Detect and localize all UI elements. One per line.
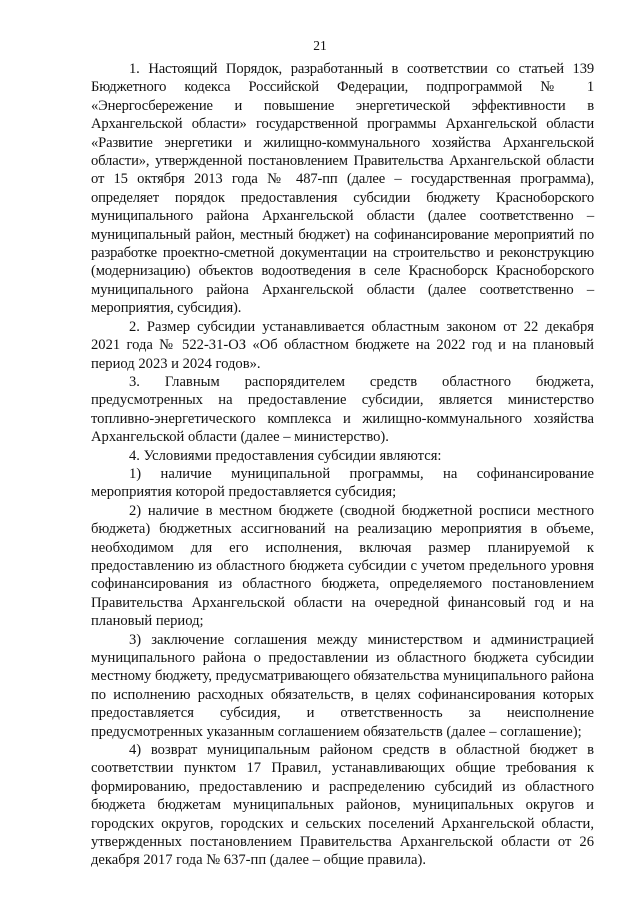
page-number: 21: [313, 38, 327, 53]
paragraph-condition-4: 4) возврат муниципальным районом средств в областной бюджет в соответствии пунктом 17 Правил, устанавливающих общие требования к формированию, предоставлению и распределению субсидий из областного бюджета бюджетам муниципальных районов, муниципальных округов и городских округов, городских и сельских поселений Архангельской области, утвержденных постановлением Правительства Архангельской области от 26 декабря 2017 года № 637-пп (далее – общие правила).: [91, 742, 594, 869]
paragraph-condition-3: 3) заключение соглашения между министерством и администрацией муниципального района о предоставлении из областного бюджета субсидии местному бюджету, предусматривающего обязательства муниципального района по исполнению расходных обязательств, в целях софинансирования которых предоставляется субсидия, и ответственность за неисполнение предусмотренных указанным соглашением обязательств (далее – соглашение);: [91, 631, 594, 740]
paragraph-procedure-scope: 1. Настоящий Порядок, разработанный в соответствии со статьей 139 Бюджетного кодекса Российской Федерации, подпрограммой № 1 «Энергосбережение и повышение энергетической эффективности в Архангельской области» государственной программы Архангельской области «Развитие энергетики и жилищно-коммунального хозяйства Архангельской области», утвержденной постановлением Правительства Архангельской области от 15 октября 2013 года № 487-пп (далее – государственная программа), определяет порядок предоставления субсидии бюджету Красноборского муниципального района Архангельской области (далее соответственно – муниципальный район, местный бюджет) на софинансирование мероприятий по разработке проектно-сметной документации на строительство и реконструкцию (модернизацию) объектов водоотведения в селе Красноборск Красноборского муниципального района Архангельской области (далее соответственно – мероприятия, субсидия).: [91, 61, 594, 317]
paragraph-subsidy-amount: 2. Размер субсидии устанавливается областным законом от 22 декабря 2021 года № 522-31-ОЗ «Об областном бюджете на 2022 год и на плановый период 2023 и 2024 годов».: [91, 318, 594, 372]
paragraph-condition-1: 1) наличие муниципальной программы, на софинансирование мероприятия которой предоставляется субсидия;: [91, 465, 594, 501]
document-body: [91, 60, 594, 870]
paragraph-conditions-heading: 4. Условиями предоставления субсидии являются:: [129, 447, 442, 464]
paragraph-condition-2: 2) наличие в местном бюджете (сводной бюджетной росписи местного бюджета) бюджетных ассигнований на реализацию мероприятия в объеме, необходимом для его исполнения, включая размер планируемой к предоставлению из областного бюджета субсидии с учетом предельного уровня софинансирования из областного бюджета, определяемого постановлением Правительства Архангельской области на очередной финансовый год и на плановый период;: [91, 502, 594, 630]
paragraph-main-administrator: 3. Главным распорядителем средств областного бюджета, предусмотренных на предоставление субсидии, является министерство топливно-энергетического комплекса и жилищно-коммунального хозяйства Архангельской области (далее – министерство).: [91, 373, 594, 446]
